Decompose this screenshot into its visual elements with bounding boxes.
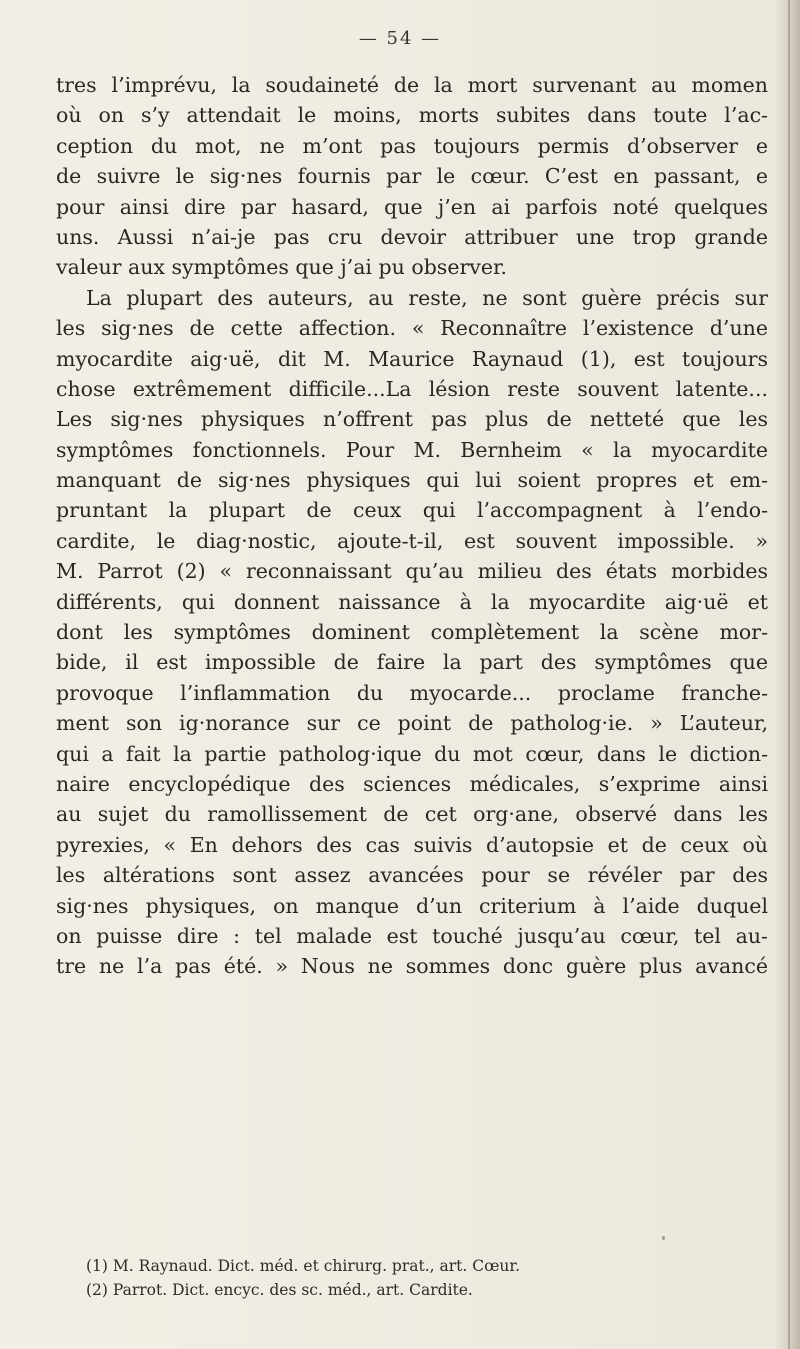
text-line: manquant de sig·nes physiques qui lui soient propres et em- <box>56 468 768 493</box>
text-line: sig·nes physiques, on manque d’un criterium à l’aide duquel <box>56 893 768 918</box>
text-line: symptômes fonctionnels. Pour M. Bernheim « la myocardite <box>56 437 768 462</box>
text-line: ment son ig·norance sur ce point de patholog·ie. » L’auteur, <box>56 711 768 736</box>
text-line: provoque l’inflammation du myocarde... proclame franche- <box>56 680 768 705</box>
text-line: ception du mot, ne m’ont pas toujours permis d’observer e <box>56 133 768 158</box>
footnotes <box>86 1254 766 1302</box>
text-line: où on s’y attendait le moins, morts subites dans toute l’ac- <box>56 103 768 128</box>
page-edge-rule <box>788 0 790 1349</box>
text-line: tre ne l’a pas été. » Nous ne sommes donc guère plus avancé <box>56 954 768 979</box>
text-line: qui a fait la partie patholog·ique du mot cœur, dans le diction- <box>56 741 768 766</box>
text-line: myocardite aig·uë, dit M. Maurice Raynaud (1), est toujours <box>56 346 768 371</box>
text-line: les altérations sont assez avancées pour se révéler par des <box>56 863 768 888</box>
text-line: au sujet du ramollissement de cet org·ane, observé dans les <box>56 802 768 827</box>
footnote-1: (1) M. Raynaud. Dict. méd. et chirurg. prat., art. Cœur. <box>86 1257 521 1275</box>
text-line: pruntant la plupart de ceux qui l’accompagnent à l’endo- <box>56 498 768 523</box>
text-line: dont les symptômes dominent complètement la scène mor- <box>56 620 768 645</box>
text-line: de suivre le sig·nes fournis par le cœur. C’est en passant, e <box>56 164 768 189</box>
text-line: pour ainsi dire par hasard, que j’en ai parfois noté quelques <box>56 194 768 219</box>
text-line: chose extrêmement difficile...La lésion reste souvent latente... <box>56 376 768 401</box>
body-text <box>56 70 768 982</box>
text-line: Les sig·nes physiques n’offrent pas plus de netteté que les <box>56 407 768 432</box>
text-line: pyrexies, « En dehors des cas suivis d’autopsie et de ceux où <box>56 832 768 857</box>
text-line: cardite, le diag·nostic, ajoute-t-il, est souvent impossible. » <box>56 528 768 553</box>
page-binding-edge <box>774 0 800 1349</box>
text-line: naire encyclopédique des sciences médicales, s’exprime ainsi <box>56 771 768 796</box>
text-line: bide, il est impossible de faire la part des symptômes que <box>56 650 768 675</box>
text-line: on puisse dire : tel malade est touché jusqu’au cœur, tel au- <box>56 923 768 948</box>
text-line: les sig·nes de cette affection. « Reconnaître l’existence d’une <box>56 316 768 341</box>
paragraph-first-line: La plupart des auteurs, au reste, ne sont guère précis sur <box>86 285 768 310</box>
text-line: M. Parrot (2) « reconnaissant qu’au milieu des états morbides <box>56 559 768 584</box>
text-line: différents, qui donnent naissance à la myocardite aig·uë et <box>56 589 768 614</box>
text-line: valeur aux symptômes que j’ai pu observer. <box>56 255 508 280</box>
ink-speck <box>662 1236 665 1240</box>
footnote-2: (2) Parrot. Dict. encyc. des sc. méd., art. Cardite. <box>86 1281 473 1299</box>
text-line: uns. Aussi n’ai-je pas cru devoir attribuer une trop grande <box>56 224 768 249</box>
text-line: tres l’imprévu, la soudaineté de la mort survenant au momen <box>56 73 768 97</box>
page-number: — 54 — <box>358 28 442 49</box>
